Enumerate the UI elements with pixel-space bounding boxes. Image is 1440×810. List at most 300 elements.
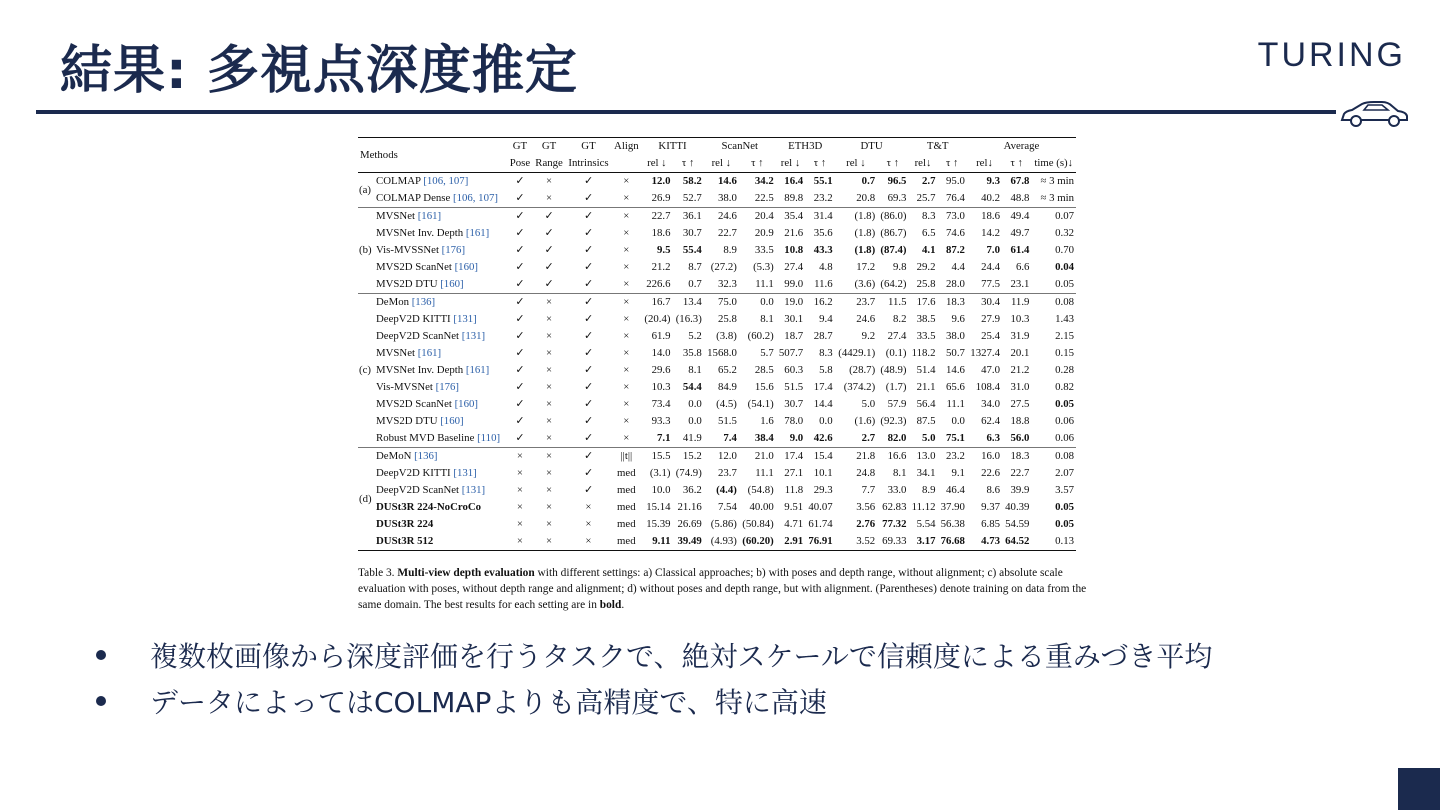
metric-cell: 54.4 (682, 381, 702, 393)
metric-cell: (54.8) (747, 484, 774, 496)
table-row (358, 448, 1076, 466)
metric-cell: 87.2 (946, 244, 965, 256)
metric-cell: 0.28 (1055, 364, 1074, 376)
metric-cell: 18.7 (784, 330, 804, 342)
align-flag: × (623, 347, 630, 359)
method-name: MVS2D ScanNet [160] (376, 261, 478, 273)
metric-cell: 14.6 (717, 175, 737, 187)
table-row (358, 190, 1076, 208)
metric-cell: (64.2) (880, 278, 907, 290)
metric-cell: 21.1 (916, 381, 936, 393)
metric-cell: 84.9 (717, 381, 737, 393)
metric-cell: (1.6) (854, 415, 876, 427)
gt-flag: ✓ (583, 347, 593, 359)
metric-cell: 76.68 (940, 535, 965, 547)
metric-cell: 25.4 (981, 330, 1000, 342)
gt-flag: ✓ (515, 330, 525, 342)
gt-flag: ✓ (583, 227, 593, 239)
metric-cell: 11.5 (877, 294, 908, 312)
gt-flag: ✓ (515, 261, 525, 273)
metric-cell: 0.7 (688, 278, 702, 290)
metric-cell: (374.2) (843, 381, 876, 393)
metric-cell: 18.8 (1010, 415, 1030, 427)
metric-cell: 6.5 (922, 227, 936, 239)
metric-cell: 76.4 (946, 192, 965, 204)
metric-cell: 10.8 (784, 244, 804, 256)
caption-end: . (621, 599, 625, 611)
header-methods: Methods (360, 148, 398, 161)
gt-flag: × (546, 175, 553, 187)
metric-cell: 93.3 (651, 415, 671, 427)
metric-cell: 74.6 (946, 227, 965, 239)
citation-link[interactable]: [131] (450, 313, 477, 325)
method-name: MVSNet [161] (374, 208, 507, 226)
citation-link[interactable]: [160] (451, 261, 478, 273)
header-metric: τ ↑ (813, 157, 827, 169)
metric-cell: 8.3 (819, 347, 833, 359)
metric-cell: 0.0 (739, 294, 776, 312)
metric-cell: (1.8) (854, 244, 876, 256)
header-intrinsics: Intrinsics (568, 157, 609, 169)
metric-cell: 61.9 (651, 330, 671, 342)
metric-cell: 18.6 (651, 227, 671, 239)
metric-cell: 0.0 (951, 415, 965, 427)
metric-cell: 46.4 (946, 484, 965, 496)
metric-cell: 15.5 (641, 448, 672, 466)
metric-cell: 29.3 (813, 484, 833, 496)
header-gt-range: GT (541, 140, 557, 152)
gt-flag: × (546, 501, 553, 513)
metric-cell: 23.2 (938, 448, 967, 466)
metric-cell: 9.1 (951, 467, 965, 479)
gt-flag: × (585, 518, 592, 530)
metric-cell: (54.1) (747, 398, 774, 410)
table-row (358, 208, 1076, 226)
metric-cell: 30.1 (784, 313, 804, 325)
metric-cell: 11.8 (784, 484, 804, 496)
header-metric: τ ↑ (946, 157, 959, 169)
metric-cell: 0.05 (1055, 501, 1074, 513)
metric-cell: 27.4 (887, 330, 907, 342)
group-label: (d) (358, 448, 374, 551)
gt-flag: ✓ (583, 175, 593, 187)
method-name: DUSt3R 224-NoCroCo (376, 501, 482, 513)
metric-cell: 9.51 (784, 501, 804, 513)
metric-cell: 36.1 (673, 208, 704, 226)
table-row (358, 276, 1076, 294)
metric-cell: 51.5 (784, 381, 804, 393)
caption-text: with different settings: a) Classical approaches; b) with poses and depth range, without alignment; c) absolute scale evaluation with poses, without depth range and alignment; d) without poses and depth range, but with alignment. (Parentheses) denote training on data from the same domain. The best results for each setting are in (358, 567, 1087, 611)
align-flag: med (617, 501, 636, 513)
method-name: DeepV2D ScanNet [131] (376, 484, 486, 496)
header-metric: rel↓ (914, 157, 932, 169)
gt-flag: ✓ (544, 227, 554, 239)
table-row (358, 430, 1076, 448)
metric-cell: 2.15 (1055, 330, 1074, 342)
header-metric: τ ↑ (681, 157, 695, 169)
gt-flag: ✓ (515, 364, 525, 376)
method-name: DeepV2D ScanNet [131] (376, 330, 486, 342)
header-tt: T&T (926, 140, 949, 152)
metric-cell: 51.5 (717, 415, 737, 427)
metric-cell: 20.4 (739, 208, 776, 226)
metric-cell: 14.4 (813, 398, 833, 410)
bullet-item (92, 632, 1212, 678)
metric-cell: 0.05 (1055, 518, 1074, 530)
metric-cell: 52.7 (682, 192, 702, 204)
metric-cell: 20.8 (856, 192, 876, 204)
table-row (358, 311, 1076, 328)
gt-flag: × (516, 467, 523, 479)
metric-cell: 75.0 (704, 294, 739, 312)
gt-flag: ✓ (507, 294, 532, 312)
method-name: MVS2D DTU [160] (376, 278, 464, 290)
metric-cell: 18.3 (1002, 448, 1031, 466)
gt-flag: ✓ (583, 484, 593, 496)
header-scannet: ScanNet (721, 140, 759, 152)
metric-cell: (4429.1) (838, 347, 876, 359)
table-row (358, 328, 1076, 345)
metric-cell: 8.1 (892, 467, 907, 479)
metric-cell: 0.0 (819, 415, 833, 427)
gt-flag: × (546, 347, 553, 359)
metric-cell: 30.7 (682, 227, 702, 239)
gt-flag: × (516, 518, 523, 530)
citation-link[interactable]: [176] (432, 381, 460, 393)
metric-cell: 9.8 (892, 261, 907, 273)
metric-cell: 11.9 (1002, 294, 1031, 312)
align-flag: × (623, 415, 630, 427)
metric-cell: 21.2 (651, 261, 671, 273)
method-name: MVSNet Inv. Depth [161] (376, 227, 490, 239)
metric-cell: 50.7 (946, 347, 965, 359)
metric-cell: 0.07 (1031, 208, 1076, 226)
metric-cell: 20.9 (754, 227, 774, 239)
metric-cell: 17.4 (776, 448, 805, 466)
metric-cell: 15.39 (646, 518, 671, 530)
metric-cell: 24.6 (704, 208, 739, 226)
metric-cell: 8.1 (760, 313, 774, 325)
metric-cell: 33.5 (916, 330, 936, 342)
metric-cell: 0.08 (1031, 448, 1076, 466)
metric-cell: 9.2 (861, 330, 876, 342)
align-flag: × (623, 278, 630, 290)
table-caption (358, 565, 1098, 613)
gt-flag: × (546, 432, 553, 444)
metric-cell: 16.6 (877, 448, 908, 466)
header-metric: rel ↓ (711, 157, 732, 169)
metric-cell: 24.4 (981, 261, 1000, 273)
citation-link[interactable]: [131] (459, 330, 486, 342)
metric-cell: 0.05 (1055, 278, 1074, 290)
group-label: (b) (358, 208, 374, 294)
metric-cell: 13.4 (673, 294, 704, 312)
citation-link[interactable]: [110] (474, 432, 501, 444)
gt-flag: × (546, 192, 553, 204)
metric-cell: 0.06 (1055, 415, 1074, 427)
metric-cell: 21.2 (1010, 364, 1030, 376)
metric-cell: (28.7) (849, 364, 876, 376)
metric-cell: 1568.0 (707, 347, 737, 359)
metric-cell: 25.8 (717, 313, 737, 325)
citation-link[interactable]: [161] (415, 347, 442, 359)
table-row (358, 362, 1076, 379)
metric-cell: 27.5 (1010, 398, 1030, 410)
metric-cell: 0.15 (1055, 347, 1074, 359)
header-align: Align (614, 140, 639, 152)
metric-cell: 16.4 (784, 175, 804, 187)
header-range: Range (535, 157, 563, 169)
metric-cell: 38.5 (916, 313, 936, 325)
gt-flag: ✓ (533, 208, 566, 226)
metric-cell: 8.1 (688, 364, 702, 376)
metric-cell: 39.49 (677, 535, 702, 547)
metric-cell: 22.5 (754, 192, 774, 204)
metric-cell: 73.4 (651, 398, 671, 410)
metric-cell: 31.4 (805, 208, 834, 226)
table-row (358, 482, 1076, 499)
metric-cell: 17.6 (908, 294, 937, 312)
metric-cell: 13.0 (908, 448, 937, 466)
metric-cell: 36.2 (682, 484, 702, 496)
metric-cell: 40.00 (749, 501, 774, 513)
metric-cell: (3.6) (854, 278, 876, 290)
gt-flag: ✓ (515, 432, 525, 444)
gt-flag: × (546, 313, 553, 325)
gt-flag: × (546, 535, 553, 547)
gt-flag: ✓ (583, 381, 593, 393)
gt-flag: ✓ (515, 244, 525, 256)
table-row (358, 379, 1076, 396)
metric-cell: 55.1 (813, 175, 833, 187)
metric-cell: (16.3) (675, 313, 702, 325)
metric-cell: 11.1 (755, 467, 774, 479)
metric-cell: 14.6 (946, 364, 965, 376)
metric-cell: 60.3 (784, 364, 804, 376)
metric-cell: 8.2 (892, 313, 907, 325)
metric-cell: 17.4 (813, 381, 833, 393)
citation-link[interactable]: [106, 107] (420, 175, 469, 187)
table-row (358, 225, 1076, 242)
metric-cell: 28.5 (754, 364, 774, 376)
metric-cell: 226.6 (646, 278, 671, 290)
header-metric: τ ↑ (886, 157, 900, 169)
metric-cell: 28.7 (813, 330, 833, 342)
gt-flag: ✓ (583, 278, 593, 290)
bullet-text: データによってはCOLMAPよりも高精度で、特に高速 (150, 686, 827, 719)
citation-link[interactable]: [160] (451, 398, 478, 410)
metric-cell: 43.3 (813, 244, 833, 256)
metric-cell: 118.2 (911, 347, 936, 359)
metric-cell: 77.32 (882, 518, 907, 530)
metric-cell: 69.33 (882, 535, 907, 547)
metric-cell: 3.57 (1055, 484, 1074, 496)
metric-cell: 3.17 (916, 535, 936, 547)
metric-cell: 7.4 (723, 432, 737, 444)
metric-cell: 16.2 (805, 294, 834, 312)
gt-flag: ✓ (515, 415, 525, 427)
caption-prefix: Table 3. (358, 567, 398, 579)
metric-cell: 21.6 (784, 227, 804, 239)
gt-flag: ✓ (583, 192, 593, 204)
table-row (358, 396, 1076, 413)
metric-cell: 29.6 (651, 364, 671, 376)
metric-cell: 67.8 (1010, 175, 1030, 187)
metric-cell: 10.3 (1010, 313, 1030, 325)
metric-cell: 4.4 (951, 261, 965, 273)
metric-cell: 0.7 (861, 175, 876, 187)
bullet-text: 複数枚画像から深度評価を行うタスクで、絶対スケールで信頼度による重みづき平均 (150, 640, 1213, 673)
align-flag: × (611, 208, 641, 226)
metric-cell: 34.2 (754, 175, 774, 187)
align-flag: × (623, 244, 630, 256)
metric-cell: (50.84) (742, 518, 774, 530)
citation-link[interactable]: [106, 107] (450, 192, 498, 204)
citation-link[interactable]: [160] (437, 415, 464, 427)
metric-cell: 9.0 (789, 432, 804, 444)
metric-cell: 61.4 (1010, 244, 1030, 256)
metric-cell: 3.52 (856, 535, 876, 547)
header-dtu: DTU (860, 140, 883, 152)
group-label: (c) (358, 294, 374, 448)
metric-cell: 25.8 (916, 278, 936, 290)
citation-link[interactable]: [176] (438, 244, 466, 256)
metric-cell: 16.7 (641, 294, 672, 312)
metric-cell: 24.8 (856, 467, 876, 479)
bullet-list (92, 632, 1212, 724)
metric-cell: 64.52 (1005, 535, 1030, 547)
metric-cell: 10.1 (813, 467, 833, 479)
bullet-dot-icon (96, 696, 106, 706)
gt-flag: × (546, 398, 553, 410)
gt-flag: ✓ (583, 261, 593, 273)
depth-eval-table (358, 137, 1087, 613)
metric-cell: (3.8) (716, 330, 737, 342)
align-flag: × (623, 432, 630, 444)
citation-link[interactable]: [161] (415, 210, 442, 222)
metric-cell: 22.7 (1010, 467, 1030, 479)
header-metric: rel↓ (976, 157, 993, 169)
metric-cell: 40.2 (981, 192, 1000, 204)
gt-flag: × (507, 448, 532, 466)
align-flag: × (611, 294, 641, 312)
metric-cell: 37.90 (940, 501, 965, 513)
metric-cell: (4.93) (710, 535, 737, 547)
metric-cell: 507.7 (778, 347, 804, 359)
table-row (358, 533, 1076, 551)
metric-cell: 15.14 (646, 501, 671, 513)
metric-cell: 75.1 (946, 432, 965, 444)
caption-bold: Multi-view depth evaluation (397, 567, 535, 579)
metric-cell: (60.2) (747, 330, 774, 342)
method-name: MVS2D ScanNet [160] (376, 398, 478, 410)
citation-link[interactable]: [131] (459, 484, 486, 496)
metric-cell: 3.56 (856, 501, 876, 513)
metric-cell: (0.1) (885, 347, 907, 359)
metric-cell: ≈ 3 min (1040, 175, 1074, 187)
metric-cell: 21.8 (835, 448, 878, 466)
gt-flag: ✓ (515, 227, 525, 239)
citation-link[interactable]: [161] (463, 364, 490, 376)
metric-cell: 12.0 (651, 175, 671, 187)
metric-cell: 28.0 (946, 278, 965, 290)
metric-cell: 7.54 (717, 501, 737, 513)
metric-cell: 18.3 (938, 294, 967, 312)
metric-cell: 4.8 (819, 261, 833, 273)
metric-cell: 33.0 (887, 484, 907, 496)
align-flag: × (623, 381, 630, 393)
align-flag: med (617, 467, 636, 479)
metric-cell: (74.9) (675, 467, 702, 479)
citation-link[interactable]: [136] (411, 450, 438, 462)
metric-cell: 0.32 (1055, 227, 1074, 239)
gt-flag: ✓ (565, 448, 611, 466)
metric-cell: 57.9 (887, 398, 907, 410)
metric-cell: 15.4 (805, 448, 834, 466)
metric-cell: 5.54 (916, 518, 936, 530)
header-metric: time (s)↓ (1034, 157, 1074, 169)
metric-cell: 49.7 (1010, 227, 1030, 239)
metric-cell: (86.0) (877, 208, 908, 226)
gt-flag: ✓ (583, 467, 593, 479)
metric-cell: 56.38 (940, 518, 965, 530)
metric-cell: 49.4 (1002, 208, 1031, 226)
group-label: (a) (359, 183, 371, 196)
metric-cell: 5.8 (819, 364, 833, 376)
metric-cell: (20.4) (644, 313, 671, 325)
align-flag: × (623, 398, 630, 410)
gt-flag: ✓ (583, 364, 593, 376)
citation-link[interactable]: [160] (437, 278, 464, 290)
gt-flag: × (585, 501, 592, 513)
metric-cell: (92.3) (880, 415, 907, 427)
method-name: MVSNet Inv. Depth [161] (376, 364, 490, 376)
metric-cell: 4.73 (981, 535, 1000, 547)
metric-cell: (5.3) (753, 261, 774, 273)
metric-cell: 2.7 (922, 175, 936, 187)
citation-link[interactable]: [131] (450, 467, 477, 479)
metric-cell: 0.70 (1055, 244, 1074, 256)
metric-cell: (3.1) (649, 467, 671, 479)
metric-cell: 51.4 (916, 364, 936, 376)
gt-flag: ✓ (583, 244, 593, 256)
align-flag: × (623, 227, 630, 239)
metric-cell: 1.6 (760, 415, 774, 427)
method-name: COLMAP Dense [106, 107] (376, 192, 498, 204)
metric-cell: 0.06 (1055, 432, 1074, 444)
metric-cell: 38.4 (754, 432, 774, 444)
table-row (358, 499, 1076, 516)
metric-cell: 1.43 (1055, 313, 1074, 325)
metric-cell: 11.6 (814, 278, 833, 290)
metric-cell: 6.85 (981, 518, 1000, 530)
metric-cell: 9.11 (652, 535, 671, 547)
metric-cell: 35.6 (813, 227, 833, 239)
gt-flag: ✓ (544, 244, 554, 256)
header-pose: Pose (509, 157, 531, 169)
citation-link[interactable]: [161] (463, 227, 490, 239)
gt-flag: ✓ (515, 381, 525, 393)
citation-link[interactable]: [136] (409, 296, 436, 308)
metric-cell: 8.9 (922, 484, 936, 496)
gt-flag: × (516, 501, 523, 513)
metric-cell: 9.4 (819, 313, 833, 325)
metric-cell: 8.3 (908, 208, 937, 226)
metric-cell: 35.4 (776, 208, 805, 226)
metric-cell: 38.0 (946, 330, 965, 342)
method-name: DeMoN [136] (374, 448, 507, 466)
gt-flag: × (585, 535, 592, 547)
